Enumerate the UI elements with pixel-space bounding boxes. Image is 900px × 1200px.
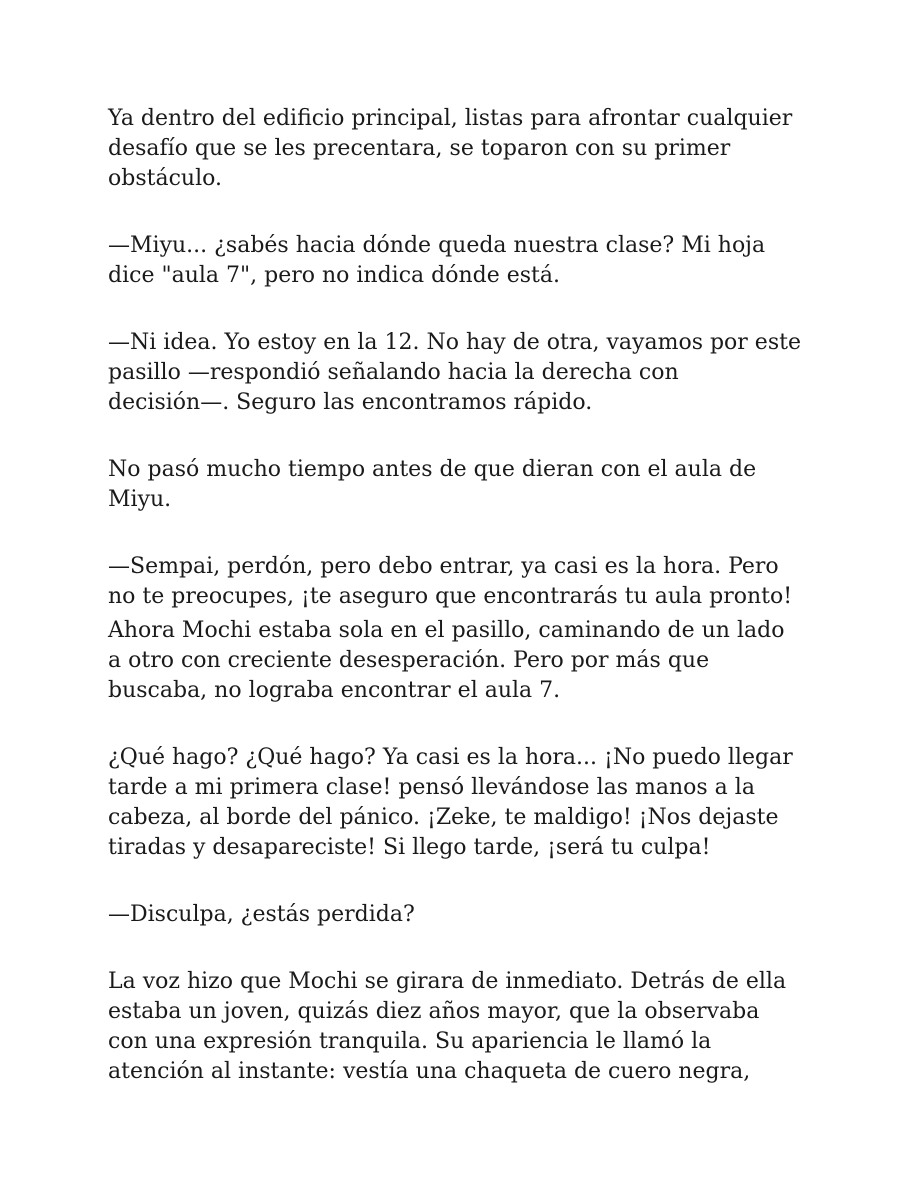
text-line: obstáculo. [108, 166, 222, 191]
text-line: —Disculpa, ¿estás perdida? [108, 902, 415, 927]
text-line: a otro con creciente desesperación. Pero por más que [108, 648, 710, 673]
text-line: Ahora Mochi estaba sola en el pasillo, caminando de un lado [108, 618, 785, 643]
text-line: tiradas y desapareciste! Si llego tarde, ¡será tu culpa! [108, 835, 711, 860]
text-line: desafío que se les precentara, se toparon con su primer [108, 136, 731, 161]
text-line: estaba un joven, quizás diez años mayor, que la observaba [108, 999, 760, 1024]
document-body [108, 104, 808, 1124]
text-line: Miyu. [108, 487, 172, 512]
text-line: —Sempai, perdón, pero debo entrar, ya casi es la hora. Pero [108, 554, 779, 579]
paragraph-2 [108, 231, 808, 291]
paragraph-7 [108, 743, 808, 863]
paragraph-3 [108, 328, 808, 418]
text-line: —Ni idea. Yo estoy en la 12. No hay de otra, vayamos por este [108, 330, 801, 355]
paragraph-5 [108, 552, 808, 612]
text-line: —Miyu... ¿sabés hacia dónde queda nuestra clase? Mi hoja [108, 233, 766, 258]
paragraph-4 [108, 455, 808, 515]
paragraph-8 [108, 900, 808, 930]
text-line: Ya dentro del edificio principal, listas para afrontar cualquier [108, 106, 793, 131]
text-line: ¿Qué hago? ¿Qué hago? Ya casi es la hora... ¡No puedo llegar [108, 745, 793, 770]
text-line: cabeza, al borde del pánico. ¡Zeke, te maldigo! ¡Nos dejaste [108, 805, 779, 830]
text-line: atención al instante: vestía una chaqueta de cuero negra, [108, 1059, 751, 1084]
text-line: No pasó mucho tiempo antes de que dieran con el aula de [108, 457, 757, 482]
text-line: decisión—. Seguro las encontramos rápido. [108, 390, 593, 415]
text-line: buscaba, no lograba encontrar el aula 7. [108, 678, 561, 703]
text-line: La voz hizo que Mochi se girara de inmediato. Detrás de ella [108, 969, 787, 994]
paragraph-9 [108, 967, 808, 1087]
text-line: con una expresión tranquila. Su apariencia le llamó la [108, 1029, 712, 1054]
paragraph-1 [108, 104, 808, 194]
text-line: no te preocupes, ¡te aseguro que encontrarás tu aula pronto! [108, 584, 793, 609]
paragraph-6 [108, 616, 808, 706]
text-line: tarde a mi primera clase! pensó llevándose las manos a la [108, 775, 755, 800]
text-line: pasillo —respondió señalando hacia la derecha con [108, 360, 679, 385]
text-line: dice "aula 7", pero no indica dónde está. [108, 263, 560, 288]
